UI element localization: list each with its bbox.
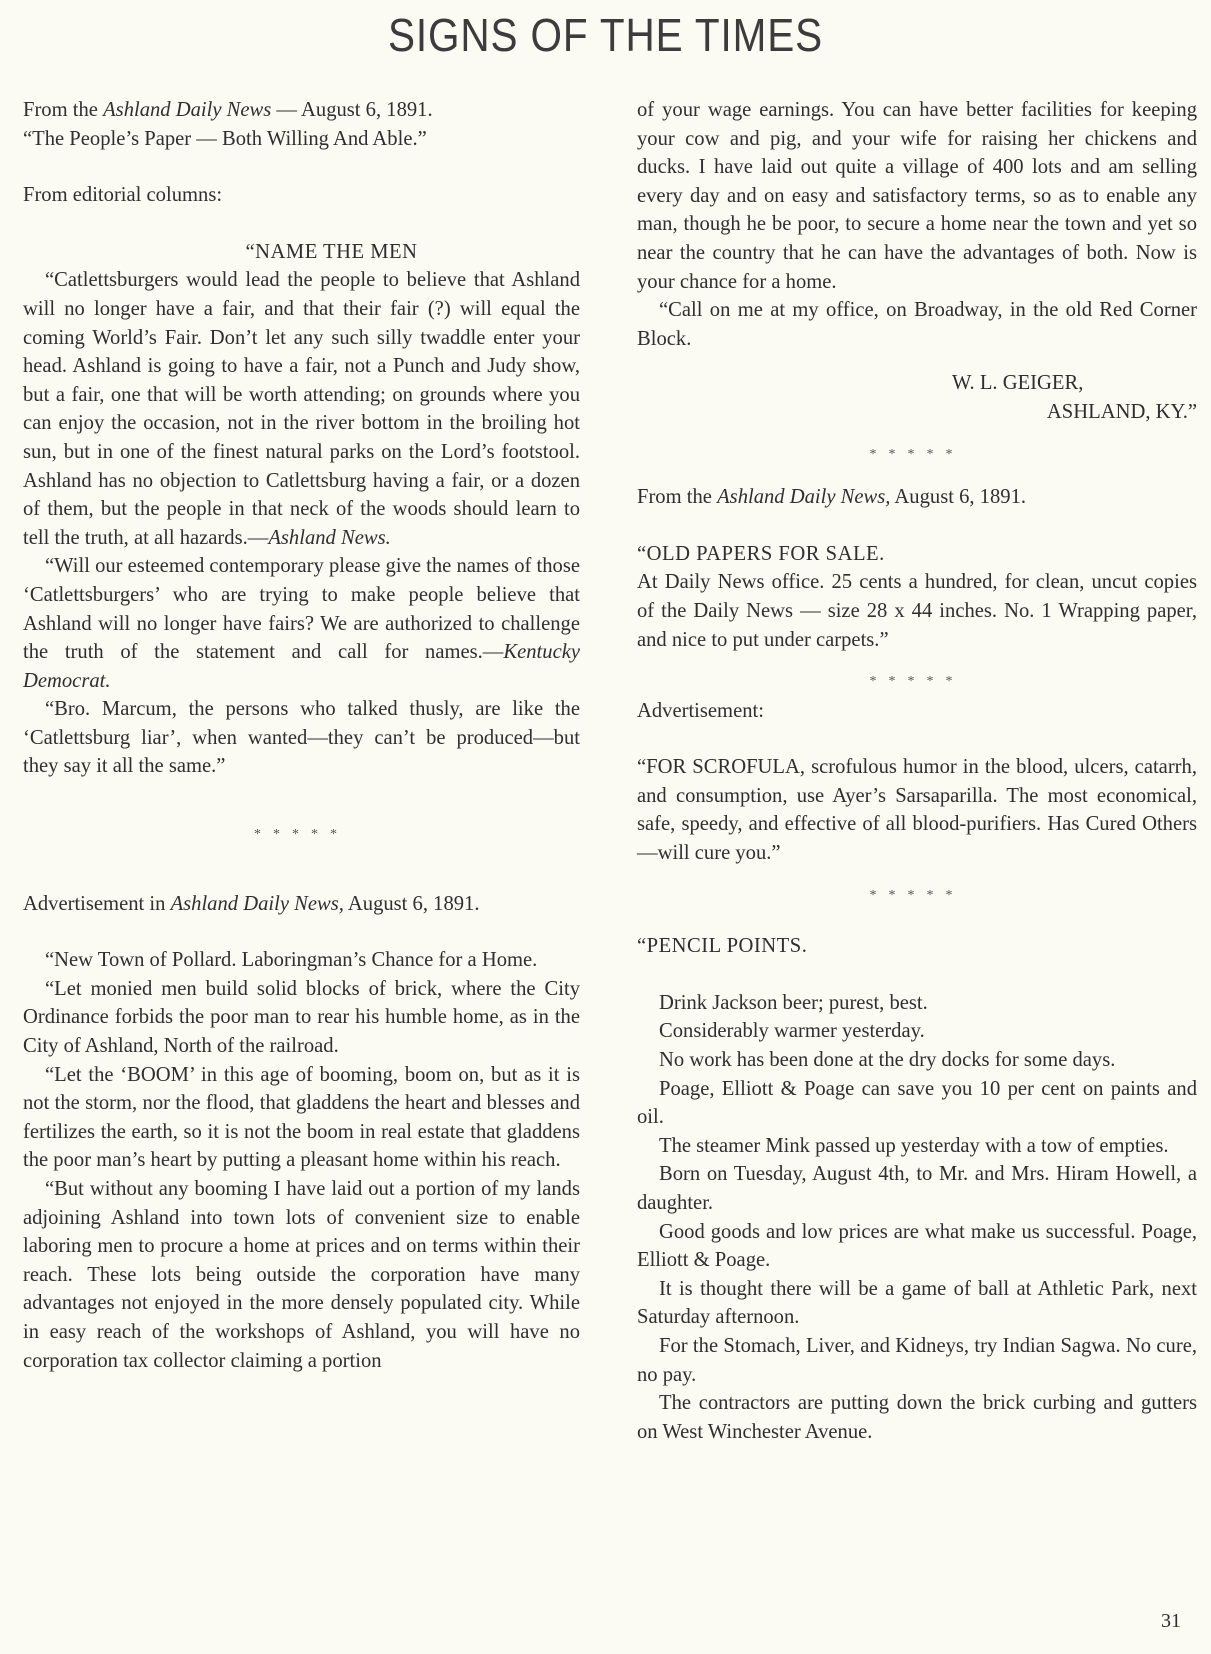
list-item: Good goods and low prices are what make us successful. Poage, Elliott & Poage. <box>637 1220 1197 1272</box>
ad-paragraph: “Let the ‘BOOM’ in this age of booming, boom on, but as it is not the storm, nor the flood, that gladdens the heart and blesses and fertilizes the earth, so it is not the boom in real estate that gladdens the poor man’s heart by putting a pleasant home within his reach. <box>23 1063 580 1172</box>
list-item: The contractors are putting down the brick curbing and gutters on West Winchester Avenue. <box>637 1392 1197 1443</box>
pencil-points-heading: “PENCIL POINTS. <box>637 935 808 958</box>
source-paper-name: Ashland Daily News <box>103 99 272 121</box>
paragraph-text: “Catlettsburgers would lead the people to believe that Ashland will no longer have a fair, and that their fair (?) will equal the coming World’s Fair. Don’t let any such silly twaddle enter your head. Ashland is going to have a fair, not a Punch and Judy show, but a fair, one that will be worth attending; on grounds where you can enjoy the occasion, not in the river bottom in the broiling hot sun, but in one of the finest natural parks on the Lord’s footstool. Ashland has no objection to Catlettsburg having a fair, or a dozen of them, but the people in that neck of the woods should learn to tell the truth, at all hazards.— <box>23 269 580 549</box>
ad-paragraph: “But without any booming I have laid out a portion of my lands adjoining Ashland into town lots of convenient size to enable laboring men to procure a home at prices and on terms within their reach. These lots being outside the corporation have many advantages not enjoyed in the more densely populated city. While in easy reach of the workshops of Ashland, you will have no corporation tax collector claiming a portion <box>23 1178 580 1372</box>
citation: Ashland News. <box>268 526 391 549</box>
continued-paragraph: of your wage earnings. You can have better facilities for keeping your cow and pig, and your wife for raising her chickens and ducks. I have laid out quite a village of 400 lots and am selling every day and on easy and satisfactory terms, so as to enable any man, though he be poor, to secure a home near the town and yet so near the country that he can have the advantages of both. Now is your chance for a home. <box>637 99 1197 293</box>
section-separator: ***** <box>869 887 965 903</box>
advertisement-source <box>23 890 580 919</box>
ad-paragraph: “New Town of Pollard. Laboringman’s Chance for a Home. <box>45 949 538 972</box>
list-item: For the Stomach, Liver, and Kidneys, try Indian Sagwa. No cure, no pay. <box>637 1334 1197 1386</box>
editorial-paragraph <box>23 266 580 552</box>
old-papers-heading: “OLD PAPERS FOR SALE. <box>637 542 885 565</box>
source-paper-name: Ashland Daily News, <box>717 486 891 509</box>
source-prefix: From the <box>637 486 718 509</box>
citation: Kentucky Democrat. <box>23 641 580 692</box>
scrofula-ad: “FOR SCROFULA, scrofulous humor in the blood, ulcers, catarrh, and consumption, use Ayer’s Sarsaparilla. The most economical, safe, speedy, and effective of all blood-purifiers. Has Cured Others—will cure you.” <box>637 756 1197 865</box>
list-item: Poage, Elliott & Poage can save you 10 per cent on paints and oil. <box>637 1077 1197 1129</box>
ad-paragraph: “Let monied men build solid blocks of brick, where the City Ordinance forbids the poor man to rear his humble home, as in the City of Ashland, North of the railroad. <box>23 977 580 1058</box>
page-number: 31 <box>1161 1610 1181 1632</box>
left-column <box>23 96 580 1375</box>
ad-prefix: Advertisement in <box>23 892 171 915</box>
paper-motto: “The People’s Paper — Both Willing And Able.” <box>23 127 427 150</box>
list-item: No work has been done at the dry docks for some days. <box>659 1049 1116 1072</box>
advertisement-label: Advertisement: <box>637 699 764 722</box>
old-papers-text: At Daily News office. 25 cents a hundred, for clean, uncut copies of the Daily News — size 28 x 44 inches. No. 1 Wrapping paper, and nice to put under carpets.” <box>637 571 1197 651</box>
editorial-paragraph <box>23 552 580 695</box>
pencil-points-list <box>637 989 1197 1447</box>
signature-name: W. L. GEIGER, <box>952 372 1084 395</box>
list-item: Considerably warmer yesterday. <box>659 1020 925 1043</box>
right-column <box>637 96 1197 1446</box>
list-item: It is thought there will be a game of ball at Athletic Park, next Saturday afternoon. <box>637 1277 1197 1329</box>
section-separator: ***** <box>254 827 349 843</box>
editorial-paragraph: “Bro. Marcum, the persons who talked thusly, are like the ‘Catlettsburg liar’, when wanted—they can’t be produced—but they say it all the same.” <box>23 698 580 778</box>
page-title: SIGNS OF THE TIMES <box>388 9 823 61</box>
source-prefix: From the <box>23 99 104 121</box>
source-date: — August 6, 1891. <box>271 99 433 121</box>
list-item: Drink Jackson beer; purest, best. <box>659 991 928 1014</box>
list-item: The steamer Mink passed up yesterday with a tow of empties. <box>659 1134 1169 1157</box>
section-separator: ***** <box>869 674 965 690</box>
source-date: August 6, 1891. <box>890 486 1027 509</box>
list-item: Born on Tuesday, August 4th, to Mr. and Mrs. Hiram Howell, a daughter. <box>637 1163 1197 1214</box>
section-separator: ***** <box>869 446 965 462</box>
editorial-label: From editorial columns: <box>23 184 223 207</box>
paragraph-text: “Will our esteemed contemporary please give the names of those ‘Catlettsburgers’ who are trying to make people believe that Ashland will no longer have fairs? We are authorized to challenge the truth of the statement and call for names.— <box>23 555 580 664</box>
ad-date: August 6, 1891. <box>343 892 480 915</box>
editorial-heading: “NAME THE MEN <box>245 240 418 263</box>
source-line <box>23 96 580 125</box>
ad-paper-name: Ashland Daily News, <box>170 892 344 915</box>
signature-place: ASHLAND, KY.” <box>1046 400 1197 423</box>
source-line-2 <box>637 483 1197 512</box>
call-paragraph: “Call on me at my office, on Broadway, in the old Red Corner Block. <box>637 299 1197 350</box>
